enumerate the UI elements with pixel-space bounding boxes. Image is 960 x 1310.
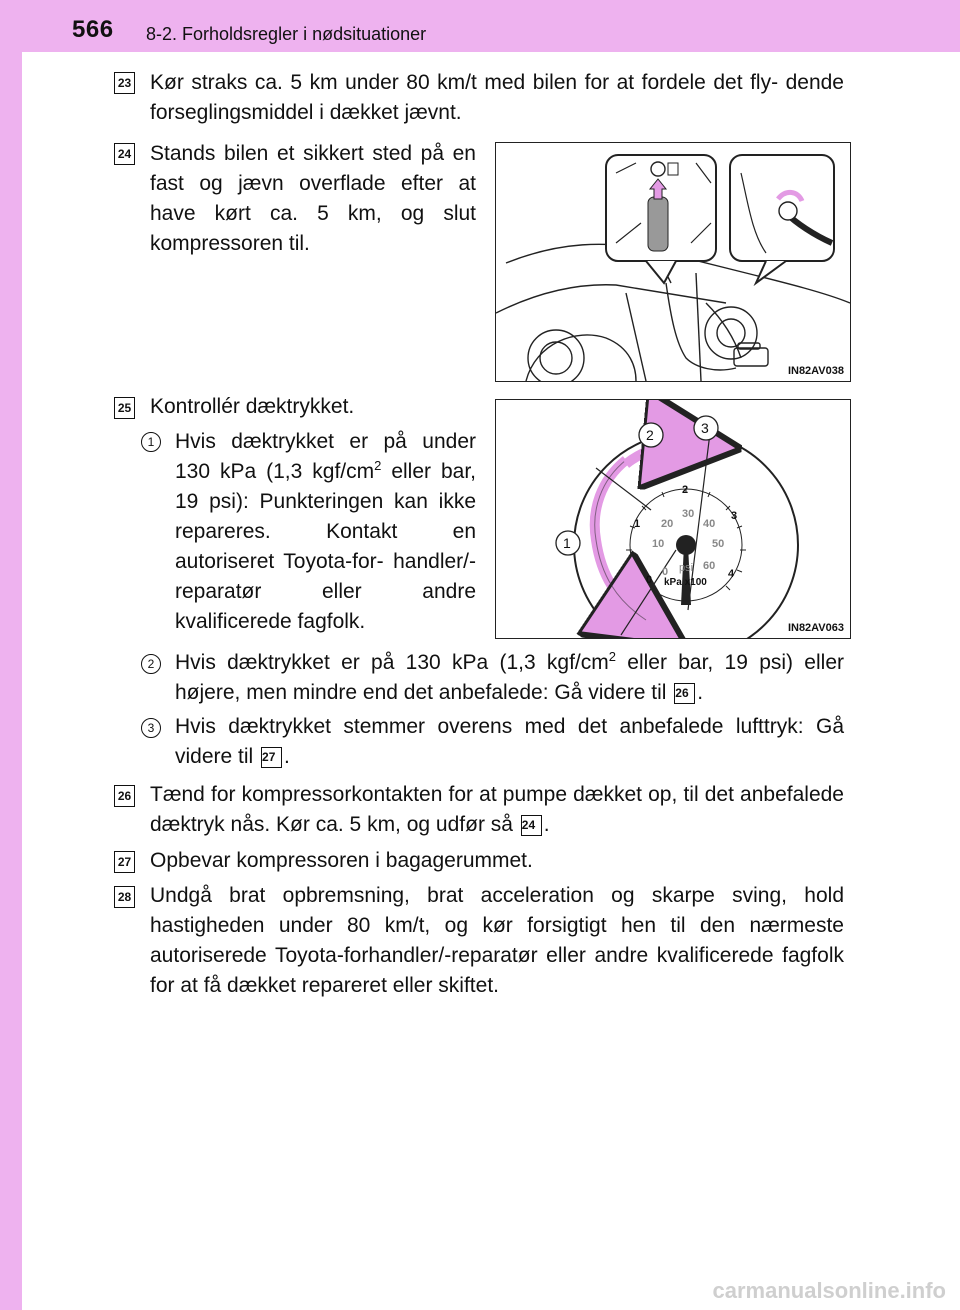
step-badge: 24 <box>114 143 135 165</box>
section-title: 8-2. Forholdsregler i nødsituationer <box>146 24 427 44</box>
substep-number: 2 <box>141 654 161 674</box>
watermark: carmanualsonline.info <box>712 1278 946 1303</box>
step-text: Kør straks ca. 5 km under 80 km/t med bilen for at fordele det fly- dende forseglingsmiddel i dækket jævnt. <box>150 71 844 124</box>
step-badge: 25 <box>114 397 135 419</box>
kpa-tick: 2 <box>682 484 689 496</box>
substep-number: 1 <box>141 432 161 452</box>
callout-3: 3 <box>701 420 709 436</box>
step-text: Opbevar kompressoren i bagagerummet. <box>150 849 533 872</box>
step-badge: 23 <box>114 72 135 94</box>
substep-number: 3 <box>141 718 161 738</box>
psi-tick: 40 <box>703 518 716 530</box>
substep-text: Hvis dæktrykket er på under 130 kPa (1,3 kgf/$cm^2$ eller bar, 19 psi): Punkteringen kan ikke repareres. Kontakt en autoriseret Toyota-for- handler/-reparatør eller andre kvalificerede fagfolk. <box>175 430 476 633</box>
psi-tick: 0 <box>662 566 669 578</box>
step-text: Kontrollér dæktrykket. <box>150 395 355 418</box>
substep-text: Hvis dæktrykket stemmer overens med det anbefalede lufttryk: Gå videre til 27 . <box>175 715 844 768</box>
step-reference: 24 <box>521 815 542 836</box>
step-reference: 27 <box>261 747 282 768</box>
step-text: Stands bilen et sikkert sted på en fast og jævn overflade efter at have kørt ca. 5 km, og slut kompressoren til. <box>150 142 476 255</box>
figure-pressure-gauge <box>495 399 851 639</box>
psi-tick: 20 <box>661 518 674 530</box>
figure-code: IN82AV038 <box>787 365 844 377</box>
substep-text: Hvis dæktrykket er på 130 kPa (1,3 kgf/$cm^2$ eller bar, 19 psi) eller højere, men mindre end det anbefalede: Gå videre til 26 . <box>175 649 844 704</box>
compressor-illustration <box>496 143 850 381</box>
step-text: Tænd for kompressorkontakten for at pumpe dækket op, til det anbefalede dæktryk nås. Kør ca. 5 km, og udfør så 24 . <box>150 783 844 836</box>
kpa-tick: 0 <box>646 574 653 586</box>
step-badge: 26 <box>114 785 135 807</box>
psi-tick: 30 <box>682 508 695 520</box>
psi-tick: 60 <box>703 560 716 572</box>
step-text: Undgå brat opbremsning, brat acceleration og skarpe sving, hold hastigheden under 80 km/t, og kør forsigtigt hen til den nærmeste autoriserede Toyota-forhandler/-reparatør eller andre kvalificerede fagfolk for at få dækket repareret eller skiftet. <box>150 884 844 997</box>
psi-tick: 10 <box>652 538 665 550</box>
step-badge: 27 <box>114 851 135 873</box>
figure-code: IN82AV063 <box>787 622 844 634</box>
psi-tick: 50 <box>712 538 725 550</box>
kpa-unit: kPa x100 <box>664 577 707 588</box>
kpa-tick: 4 <box>728 568 735 580</box>
psi-unit: psi <box>679 562 694 574</box>
callout-1: 1 <box>563 535 571 551</box>
kpa-tick: 1 <box>634 518 641 530</box>
step-reference: 26 <box>674 683 695 704</box>
figure-compressor <box>495 142 851 382</box>
kpa-tick: 3 <box>731 510 738 522</box>
section-tab-strip <box>0 0 22 1310</box>
page-number: 566 <box>72 16 114 43</box>
step-badge: 28 <box>114 886 135 908</box>
callout-2: 2 <box>646 427 654 443</box>
